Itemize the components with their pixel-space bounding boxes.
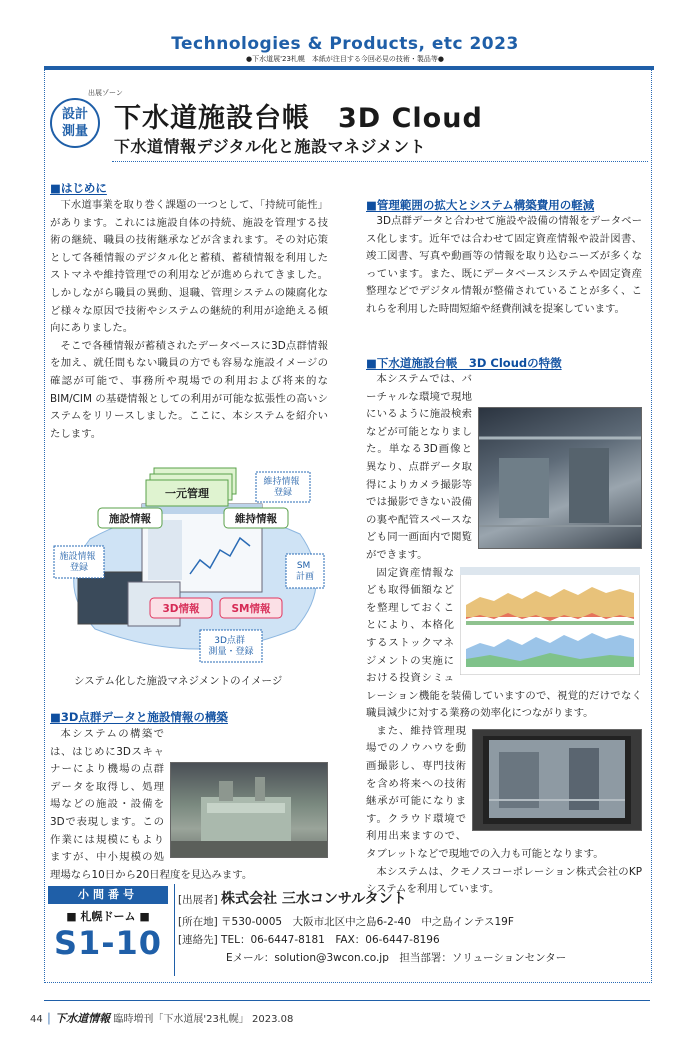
facility-photo bbox=[170, 762, 328, 858]
page-number: 44 bbox=[30, 1014, 43, 1025]
intro-text bbox=[50, 197, 328, 443]
email-row: Eメール：solution@3wcon.co.jp 担当部署：ソリューションセンター bbox=[226, 952, 567, 964]
company-name: 株式会社 三水コンサルタント bbox=[221, 891, 407, 907]
features-para-1: 本システムでは、バーチャルな環境で現地にいるように施設検索などが可能となりました。単なる3D画像と異なり、点群データ取得によりカメラ撮影等では撮影できない設備の裏や配管スペースなども同一画面内で閲覧ができます。 bbox=[366, 373, 472, 561]
features-text bbox=[366, 371, 642, 899]
features-para-3: また、維持管理現場でのノウハウを動画撮影し、専門技術を含め将来への技術継承が可能になります。クラウド環境で利用出来ますので、タブレットなどで現地での入力も可能となります。 bbox=[366, 724, 604, 861]
build-para: 本システムの構築では、はじめに3Dスキャナーにより機場の点群データを取得し、処理場などの施設・設備を3Dで表現します。この作業には規模にもよりますが、中小規模の処理場なら10日から20日程度を見込みます。 bbox=[50, 728, 253, 881]
simulation-chart-float bbox=[460, 567, 642, 679]
system-diagram bbox=[50, 464, 330, 674]
intro-para-1: 下水道事業を取り巻く課題の一つとして、「持続可能性」があります。これには施設自体の持続、施設を管理する技術の継続、職員の技術継承などが含まれます。その対応策として各種情報のデジタル化と蓄積、蓄積情報を利用したストマネや維持管理での利用などが進められてきました。しかしながら職員の異動、退職、管理システムの陳腐化など様々な原因で技術やシステムの継続的利用が途絶える傾向にありました。 bbox=[50, 199, 328, 335]
contact-label: [連絡先] bbox=[178, 934, 218, 946]
badge-line1: 設計 bbox=[61, 107, 88, 122]
tablet-photo-art bbox=[473, 730, 641, 830]
build-heading: ■3D点群データと施設情報の構築 bbox=[50, 710, 228, 724]
exhibitor-divider bbox=[174, 884, 175, 976]
article-title: 下水道施設台帳 3D Cloud bbox=[114, 103, 483, 134]
sm-plan-box bbox=[286, 554, 324, 588]
sm-plan-line1: SM bbox=[296, 561, 311, 571]
address-row bbox=[178, 914, 514, 929]
maintenance-reg-line2: 登録 bbox=[273, 488, 293, 498]
phone-fax: TEL：06-6447-8181 FAX：06-6447-8196 bbox=[221, 934, 440, 946]
build-text bbox=[50, 726, 328, 884]
pointcloud-reg-label bbox=[208, 634, 253, 657]
category-badge bbox=[50, 98, 100, 148]
build-photo-float bbox=[170, 762, 328, 858]
address-value: 〒530-0005 大阪市北区中之島6-2-40 中之島インテス19F bbox=[221, 916, 514, 928]
sm-plan-line2: 計画 bbox=[295, 572, 315, 582]
header-subtitle: ●下水道展'23札幌 本紙が注目する今回必見の技術・製品等● bbox=[245, 55, 445, 63]
footer: 44 │ 下水道情報 臨時増刊「下水道展'23札幌」 2023.08 bbox=[30, 1012, 294, 1025]
features-heading: ■下水道施設台帳 3D Cloudの特徴 bbox=[366, 356, 562, 370]
scope-text bbox=[366, 213, 642, 319]
diagram-center-label: 一元管理 bbox=[165, 487, 209, 500]
maintenance-info-label: 維持情報 bbox=[235, 513, 277, 525]
diagram-caption: システム化した施設マネジメントのイメージ bbox=[74, 675, 283, 687]
booth-code: S1-10 bbox=[53, 924, 163, 962]
sm-plan-label bbox=[296, 561, 314, 582]
exhibitor-row bbox=[178, 888, 407, 908]
tablet-photo bbox=[472, 729, 642, 831]
pointcloud-photo-art bbox=[479, 408, 641, 548]
intro-para-2: そこで各種情報が蓄積されたデータベースに3D点群情報を加え、就任間もない職員の方でも容易な施設イメージの確認が可能で、事務所や現場での利用および将来的な BIM/CIM の基礎情報としての利用が可能な拡張性の高いシステムをリリースしました。ここに、本システムを紹介いたします。 bbox=[50, 339, 328, 440]
issue-info: 臨時増刊「下水道展'23札幌」 2023.08 bbox=[113, 1014, 294, 1025]
sm-info-label: SM情報 bbox=[231, 603, 271, 615]
pointcloud-photo-float bbox=[478, 407, 642, 551]
simulation-chart bbox=[460, 567, 640, 675]
header-title: Technologies & Products, etc 2023 bbox=[171, 34, 519, 54]
intro-heading: ■はじめに bbox=[50, 181, 107, 195]
zone-label: 出展ゾーン bbox=[88, 89, 123, 97]
features-para-4: 本システムは、クモノスコーポレーション株式会社のKPシステムを利用しています。 bbox=[366, 865, 642, 896]
venue-label: ■ 札幌ドーム ■ bbox=[66, 910, 150, 923]
facility-reg-box bbox=[54, 546, 104, 578]
footer-rule bbox=[44, 1000, 650, 1001]
info-3d-label: 3D情報 bbox=[162, 603, 200, 615]
pointcloud-reg-box bbox=[200, 630, 262, 662]
booth-label: 小間番号 bbox=[48, 886, 168, 904]
screen-panel bbox=[148, 520, 182, 580]
facility-info-label: 施設情報 bbox=[109, 513, 151, 525]
maintenance-reg-line1: 維持情報 bbox=[263, 477, 300, 487]
facility-reg-line2: 登録 bbox=[69, 563, 89, 573]
facility-photo-art bbox=[171, 763, 327, 857]
title-divider bbox=[112, 161, 648, 162]
scope-para: 3D点群データと合わせて施設や設備の情報をデータベース化します。近年では合わせて固定資産情報や設計図書、竣工図書、写真や動画等の情報を取り込むニーズが多くなっています。また、既にデータベースシステムや固定資産整理などでデジタル情報が整備されていることが多く、これらを利用した時間短縮や経費削減を提案しています。 bbox=[366, 215, 642, 315]
pointcloud-photo bbox=[478, 407, 642, 549]
features-para-2: 固定資産情報なども取得価額などを整理しておくことにより、本格化するストックマネジメントの実施における投資シミュレーション機能を装備していますので、視覚的だけでなく職員減少に対する業務の効率化につながります。 bbox=[366, 566, 642, 720]
paper-logo: 下水道情報 bbox=[55, 1012, 111, 1025]
pointcloud-reg-line2: 測量・登録 bbox=[208, 647, 254, 657]
tablet-photo-float bbox=[472, 729, 642, 833]
scope-heading: ■管理範囲の拡大とシステム構築費用の軽減 bbox=[366, 198, 595, 212]
exhibitor-label: [出展者] bbox=[178, 894, 218, 906]
badge-line2: 測量 bbox=[61, 124, 88, 139]
pointcloud-reg-line1: 3D点群 bbox=[214, 636, 245, 646]
facility-reg-line1: 施設情報 bbox=[59, 552, 96, 562]
contact-row bbox=[178, 932, 440, 947]
article-subtitle: 下水道情報デジタル化と施設マネジメント bbox=[114, 137, 427, 156]
address-label: [所在地] bbox=[178, 916, 218, 928]
